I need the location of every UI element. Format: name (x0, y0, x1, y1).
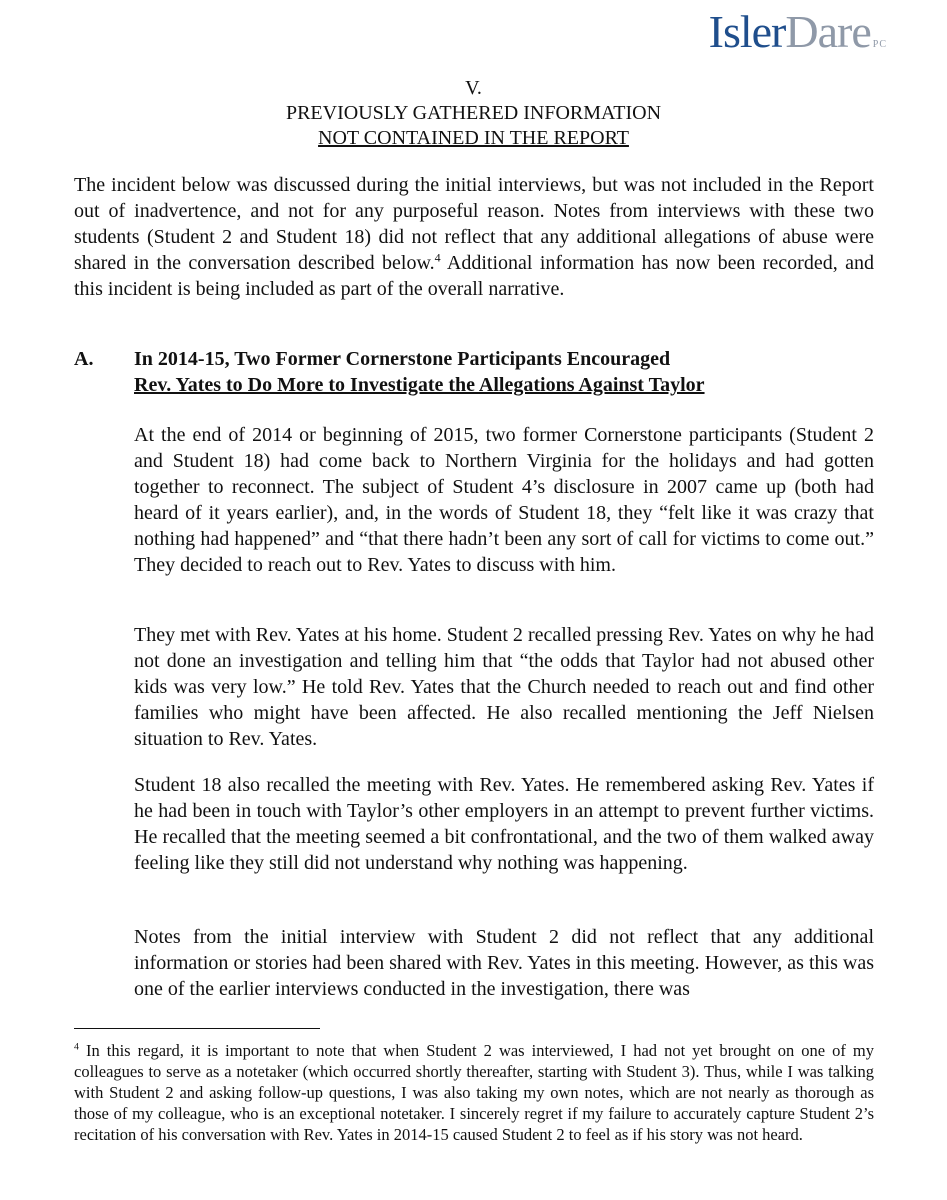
subsection-title-line2: Rev. Yates to Do More to Investigate the Allegations Against Taylor (134, 374, 705, 396)
body-paragraph: They met with Rev. Yates at his home. Student 2 recalled pressing Rev. Yates on why he had not done an investigation and telling him that “the odds that Taylor had not abused other kids was very low.” He told Rev. Yates that the Church needed to reach out and find other families who might have been affected. He also recalled mentioning the Jeff Nielsen situation to Rev. Yates. (134, 624, 874, 750)
subsection-label: A. (74, 348, 94, 370)
footnote-number: 4 (74, 1041, 79, 1053)
section-title-line2: NOT CONTAINED IN THE REPORT (318, 127, 629, 149)
footnote-reference: 4 (434, 250, 441, 265)
section-numeral: V. (465, 77, 482, 99)
footnote-divider (74, 1028, 320, 1029)
logo-pc-text: PC (872, 39, 887, 50)
intro-text-after-ref: Additional information has now been recorded, and this incident is being included as part of the overall narrative. (74, 252, 874, 300)
body-paragraph: Student 18 also recalled the meeting with Rev. Yates. He remembered asking Rev. Yates if he had been in touch with Taylor’s other employers in an attempt to prevent further victims. He recalled that the meeting seemed a bit confrontational, and the two of them walked away feeling like they still did not understand why nothing was happening. (134, 774, 874, 874)
logo-isler-text: Isler (708, 6, 786, 57)
intro-text-before-ref: The incident below was discussed during the initial interviews, but was not included in the Report out of inadvertence, and not for any purposeful reason. Notes from interviews with these two students (Student 2 and Student 18) did not reflect that any additional allegations of abuse were shared in the conversation described below. (74, 174, 874, 274)
intro-paragraph (74, 172, 874, 302)
body-paragraph: Notes from the initial interview with Student 2 did not reflect that any additional information or stories had been shared with Rev. Yates in this meeting. However, as this was one of the earlier interviews conducted in the investigation, there was (134, 926, 874, 1000)
subsection-title-line1: In 2014-15, Two Former Cornerstone Participants Encouraged (134, 348, 671, 370)
firm-logo (709, 6, 887, 71)
body-paragraph: At the end of 2014 or beginning of 2015, two former Cornerstone participants (Student 2 and Student 18) had come back to Northern Virginia for the holidays and had gotten together to reconnect. The subject of Student 4’s disclosure in 2007 came up (both had heard of it years earlier), and, in the words of Student 18, they “felt like it was crazy that nothing had happened” and “that there hadn’t been any sort of call for victims to come out.” They decided to reach out to Rev. Yates to discuss with him. (134, 424, 874, 576)
section-title-line1: PREVIOUSLY GATHERED INFORMATION (285, 102, 662, 124)
footnote (74, 1040, 874, 1145)
subsection-title (134, 346, 874, 398)
logo-dare-text: Dare (785, 6, 871, 57)
footnote-text: In this regard, it is important to note that when Student 2 was interviewed, I had not yet brought on one of my colleagues to serve as a notetaker (which occurred shortly thereafter, starting with Student 3). Thus, while I was talking with Student 2 and asking follow-up questions, I was also taking my own notes, which are not nearly as thorough as those of my colleague, who is an exceptional notetaker. I sincerely regret if my failure to accurately capture Student 2’s recitation of his conversation with Rev. Yates in 2014-15 caused Student 2 to feel as if his story was not heard. (74, 1041, 874, 1144)
section-heading (0, 76, 947, 151)
